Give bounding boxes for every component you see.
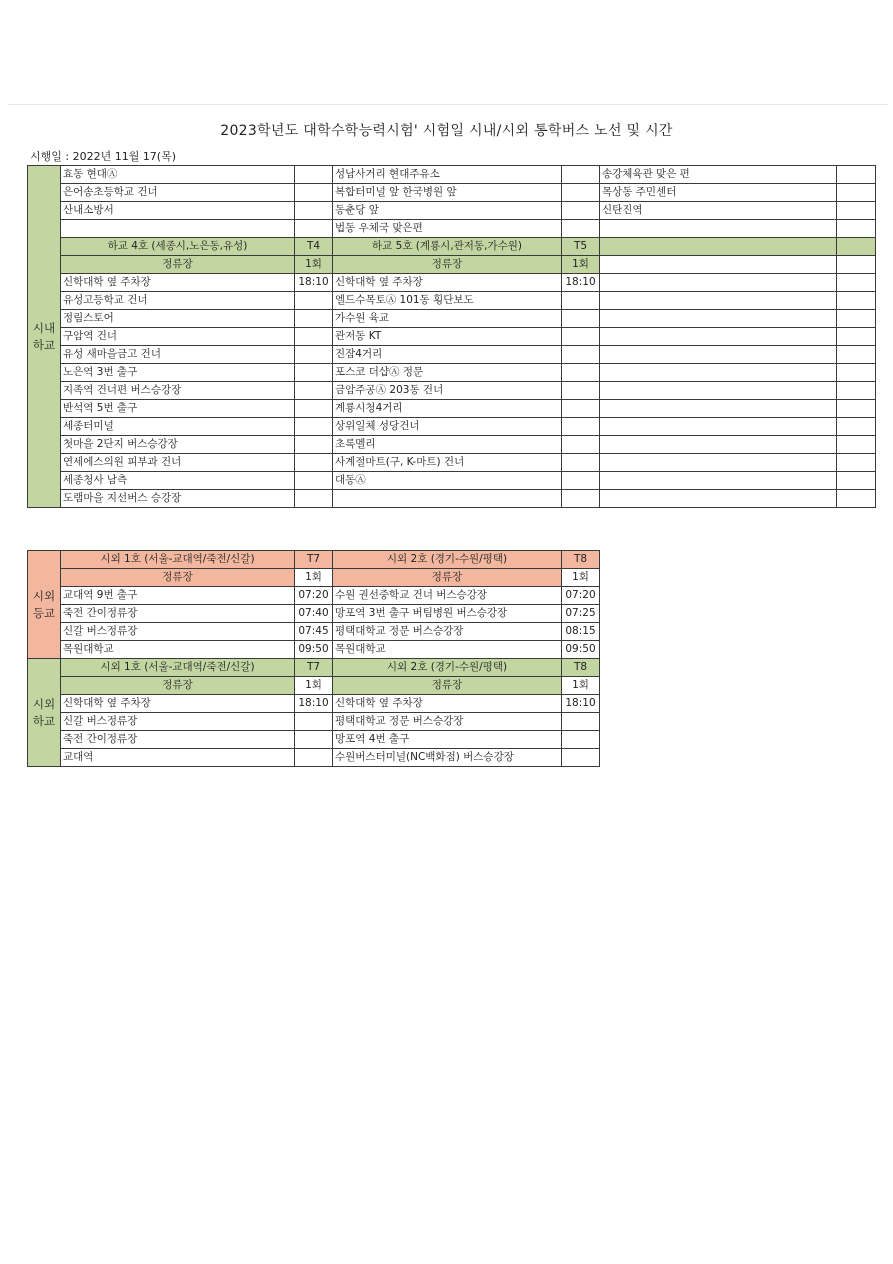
table-row (28, 400, 876, 418)
stop-cell: 죽전 간이정류장 (61, 731, 295, 749)
time-cell (295, 328, 333, 346)
table-row (28, 623, 600, 641)
stop-cell: 포스코 더샵Ⓐ 정문 (333, 364, 562, 382)
stop-cell: 산내소방서 (61, 202, 295, 220)
stop-cell: 유성고등학교 건너 (61, 292, 295, 310)
route-name: 시외 2호 (경기-수원/평택) (333, 659, 562, 677)
time-cell (295, 436, 333, 454)
table-row (28, 418, 876, 436)
table-row (28, 436, 876, 454)
stop-cell: 노은역 3번 출구 (61, 364, 295, 382)
stop-cell: 복합터미널 앞 한국병원 앞 (333, 184, 562, 202)
time-cell (562, 713, 600, 731)
stop-cell: 계룡시청4거리 (333, 400, 562, 418)
blank-cell (837, 238, 876, 256)
time-cell (562, 400, 600, 418)
time-cell: 08:15 (562, 623, 600, 641)
stop-cell: 세종터미널 (61, 418, 295, 436)
time-cell: 07:40 (295, 605, 333, 623)
stop-cell: 유성 새마을금고 건너 (61, 346, 295, 364)
route-name: 시외 1호 (서울-교대역/죽전/신갈) (61, 659, 295, 677)
stop-cell: 첫마을 2단지 버스승강장 (61, 436, 295, 454)
table-row (28, 292, 876, 310)
stop-cell: 정림스토어 (61, 310, 295, 328)
stop-cell: 엘드수목토Ⓐ 101동 횡단보도 (333, 292, 562, 310)
blank-cell (837, 418, 876, 436)
route-name: 하교 4호 (세종시,노은동,유성) (61, 238, 295, 256)
time-cell (562, 184, 600, 202)
time-cell (562, 364, 600, 382)
stop-cell: 관저동 KT (333, 328, 562, 346)
stop-header: 정류장 (61, 569, 295, 587)
route-name: 하교 5호 (계룡시,관저동,가수원) (333, 238, 562, 256)
time-cell (295, 418, 333, 436)
route-header-row (28, 659, 600, 677)
stop-cell: 죽전 간이정류장 (61, 605, 295, 623)
table-row (28, 472, 876, 490)
time-cell (562, 220, 600, 238)
time-cell: 07:45 (295, 623, 333, 641)
scan-top-line (8, 104, 888, 105)
blank-cell (837, 274, 876, 292)
blank-cell (837, 364, 876, 382)
table-row (28, 731, 600, 749)
time-cell: 09:50 (295, 641, 333, 659)
blank-cell (600, 436, 837, 454)
time-cell (562, 166, 600, 184)
time-cell (837, 220, 876, 238)
blank-cell (600, 382, 837, 400)
time-cell (837, 166, 876, 184)
time-cell (562, 310, 600, 328)
stop-cell: 평택대학교 정문 버스승강장 (333, 623, 562, 641)
table-row (28, 713, 600, 731)
blank-cell (837, 346, 876, 364)
table-row (28, 587, 600, 605)
table-row (28, 454, 876, 472)
table-row (28, 605, 600, 623)
run-header: 1회 (562, 256, 600, 274)
time-cell (562, 418, 600, 436)
stop-cell: 진잠4거리 (333, 346, 562, 364)
blank-cell (600, 310, 837, 328)
time-cell (295, 382, 333, 400)
stop-cell: 성남사거리 현대주유소 (333, 166, 562, 184)
blank-cell (600, 400, 837, 418)
blank-cell (600, 472, 837, 490)
time-cell (837, 202, 876, 220)
table-row (28, 310, 876, 328)
route-code: T8 (562, 551, 600, 569)
time-cell: 18:10 (295, 695, 333, 713)
section-label-intercity-return: 시외 하교 (28, 659, 61, 767)
stop-header: 정류장 (61, 677, 295, 695)
stop-cell: 은어송초등학교 건너 (61, 184, 295, 202)
table-row (28, 328, 876, 346)
stop-cell: 신갈 버스정류장 (61, 713, 295, 731)
top-stop-row (28, 220, 876, 238)
route-header-row (28, 551, 600, 569)
stop-header: 정류장 (333, 677, 562, 695)
route-name: 시외 2호 (경기-수원/평택) (333, 551, 562, 569)
stop-cell: 목원대학교 (333, 641, 562, 659)
blank-cell (837, 256, 876, 274)
blank-cell (837, 472, 876, 490)
time-cell: 18:10 (562, 695, 600, 713)
page-title: 2023학년도 대학수학능력시험' 시험일 시내/시외 통학버스 노선 및 시간 (220, 123, 673, 139)
blank-cell (837, 328, 876, 346)
stop-cell: 사계절마트(구, K-마트) 건너 (333, 454, 562, 472)
time-cell: 07:20 (562, 587, 600, 605)
stop-cell: 반석역 5번 출구 (61, 400, 295, 418)
table-row (28, 490, 876, 508)
stop-cell: 세종청사 남측 (61, 472, 295, 490)
time-cell: 09:50 (562, 641, 600, 659)
route-code: T7 (295, 551, 333, 569)
top-stop-row (28, 202, 876, 220)
route-code: T7 (295, 659, 333, 677)
stop-cell: 평택대학교 정문 버스승강장 (333, 713, 562, 731)
blank-cell (600, 328, 837, 346)
stop-cell: 연세에스의원 피부과 건너 (61, 454, 295, 472)
route-code: T4 (295, 238, 333, 256)
run-header: 1회 (562, 569, 600, 587)
route-header-row (28, 238, 876, 256)
stop-cell: 구암역 건너 (61, 328, 295, 346)
blank-cell (600, 292, 837, 310)
table-row (28, 695, 600, 713)
blank-cell (600, 364, 837, 382)
table-row (28, 749, 600, 767)
stop-cell: 목상동 주민센터 (600, 184, 837, 202)
time-cell (295, 731, 333, 749)
time-cell (562, 202, 600, 220)
column-header-row (28, 256, 876, 274)
blank-cell (600, 490, 837, 508)
blank-cell (837, 292, 876, 310)
time-cell (295, 184, 333, 202)
table-row (28, 641, 600, 659)
time-cell (295, 713, 333, 731)
time-cell (295, 472, 333, 490)
time-cell (562, 731, 600, 749)
time-cell (295, 166, 333, 184)
stop-cell: 신학대학 옆 주차장 (61, 274, 295, 292)
blank-cell (600, 418, 837, 436)
route-code: T5 (562, 238, 600, 256)
time-cell (295, 454, 333, 472)
route-code: T8 (562, 659, 600, 677)
stop-cell: 망포역 4번 출구 (333, 731, 562, 749)
time-cell (562, 749, 600, 767)
blank-cell (837, 382, 876, 400)
time-cell (295, 346, 333, 364)
time-cell: 18:10 (295, 274, 333, 292)
stop-cell: 지족역 건너편 버스승강장 (61, 382, 295, 400)
time-cell (562, 328, 600, 346)
stop-cell: 금암주공Ⓐ 203동 건너 (333, 382, 562, 400)
table-row (28, 274, 876, 292)
blank-cell (600, 238, 837, 256)
stop-cell: 효동 현대Ⓐ (61, 166, 295, 184)
table-row (28, 364, 876, 382)
stop-cell: 수원 권선중학교 건너 버스승강장 (333, 587, 562, 605)
section-label-city-return: 시내 하교 (28, 166, 61, 508)
stop-cell: 가수원 육교 (333, 310, 562, 328)
stop-header: 정류장 (333, 569, 562, 587)
stop-cell: 목원대학교 (61, 641, 295, 659)
blank-cell (837, 454, 876, 472)
time-cell (562, 382, 600, 400)
stop-header: 정류장 (61, 256, 295, 274)
stop-cell: 교대역 9번 출구 (61, 587, 295, 605)
time-cell (562, 346, 600, 364)
time-cell (295, 400, 333, 418)
time-cell (295, 292, 333, 310)
intercity-table (27, 550, 600, 767)
blank-cell (837, 436, 876, 454)
stop-cell: 대동Ⓐ (333, 472, 562, 490)
run-header: 1회 (295, 256, 333, 274)
stop-cell: 신학대학 옆 주차장 (61, 695, 295, 713)
stop-cell (61, 220, 295, 238)
stop-cell: 신갈 버스정류장 (61, 623, 295, 641)
time-cell: 07:25 (562, 605, 600, 623)
stop-cell: 초록멜리 (333, 436, 562, 454)
stop-cell: 망포역 3번 출구 버팀병원 버스승강장 (333, 605, 562, 623)
time-cell (562, 292, 600, 310)
top-stop-row (28, 184, 876, 202)
stop-cell: 상위일체 성당건너 (333, 418, 562, 436)
time-cell (295, 310, 333, 328)
exam-date: 시행일 : 2022년 11월 17(목) (30, 150, 177, 163)
blank-cell (600, 274, 837, 292)
stop-cell: 신학대학 옆 주차장 (333, 695, 562, 713)
blank-cell (600, 454, 837, 472)
city-return-table (27, 165, 876, 508)
run-header: 1회 (295, 677, 333, 695)
stop-cell (600, 220, 837, 238)
top-stop-row (28, 166, 876, 184)
table-row (28, 382, 876, 400)
time-cell (295, 749, 333, 767)
time-cell (837, 184, 876, 202)
column-header-row (28, 569, 600, 587)
time-cell (295, 220, 333, 238)
time-cell: 07:20 (295, 587, 333, 605)
stop-cell (333, 490, 562, 508)
stop-cell: 교대역 (61, 749, 295, 767)
run-header: 1회 (562, 677, 600, 695)
column-header-row (28, 677, 600, 695)
stop-cell: 수원버스터미널(NC백화점) 버스승강장 (333, 749, 562, 767)
time-cell: 18:10 (562, 274, 600, 292)
time-cell (295, 364, 333, 382)
blank-cell (837, 490, 876, 508)
stop-cell: 신탄진역 (600, 202, 837, 220)
blank-cell (837, 400, 876, 418)
time-cell (295, 202, 333, 220)
route-name: 시외 1호 (서울-교대역/죽전/신갈) (61, 551, 295, 569)
time-cell (562, 436, 600, 454)
time-cell (295, 490, 333, 508)
blank-cell (837, 310, 876, 328)
blank-cell (600, 346, 837, 364)
time-cell (562, 490, 600, 508)
stop-cell: 법동 우체국 맞은편 (333, 220, 562, 238)
time-cell (562, 472, 600, 490)
stop-cell: 동춘당 앞 (333, 202, 562, 220)
stop-cell: 도램마을 지선버스 승강장 (61, 490, 295, 508)
stop-header: 정류장 (333, 256, 562, 274)
stop-cell: 송강체육관 맞은 편 (600, 166, 837, 184)
stop-cell: 신학대학 옆 주차장 (333, 274, 562, 292)
run-header: 1회 (295, 569, 333, 587)
time-cell (562, 454, 600, 472)
blank-cell (600, 256, 837, 274)
table-row (28, 346, 876, 364)
section-label-intercity-commute: 시외 등교 (28, 551, 61, 659)
